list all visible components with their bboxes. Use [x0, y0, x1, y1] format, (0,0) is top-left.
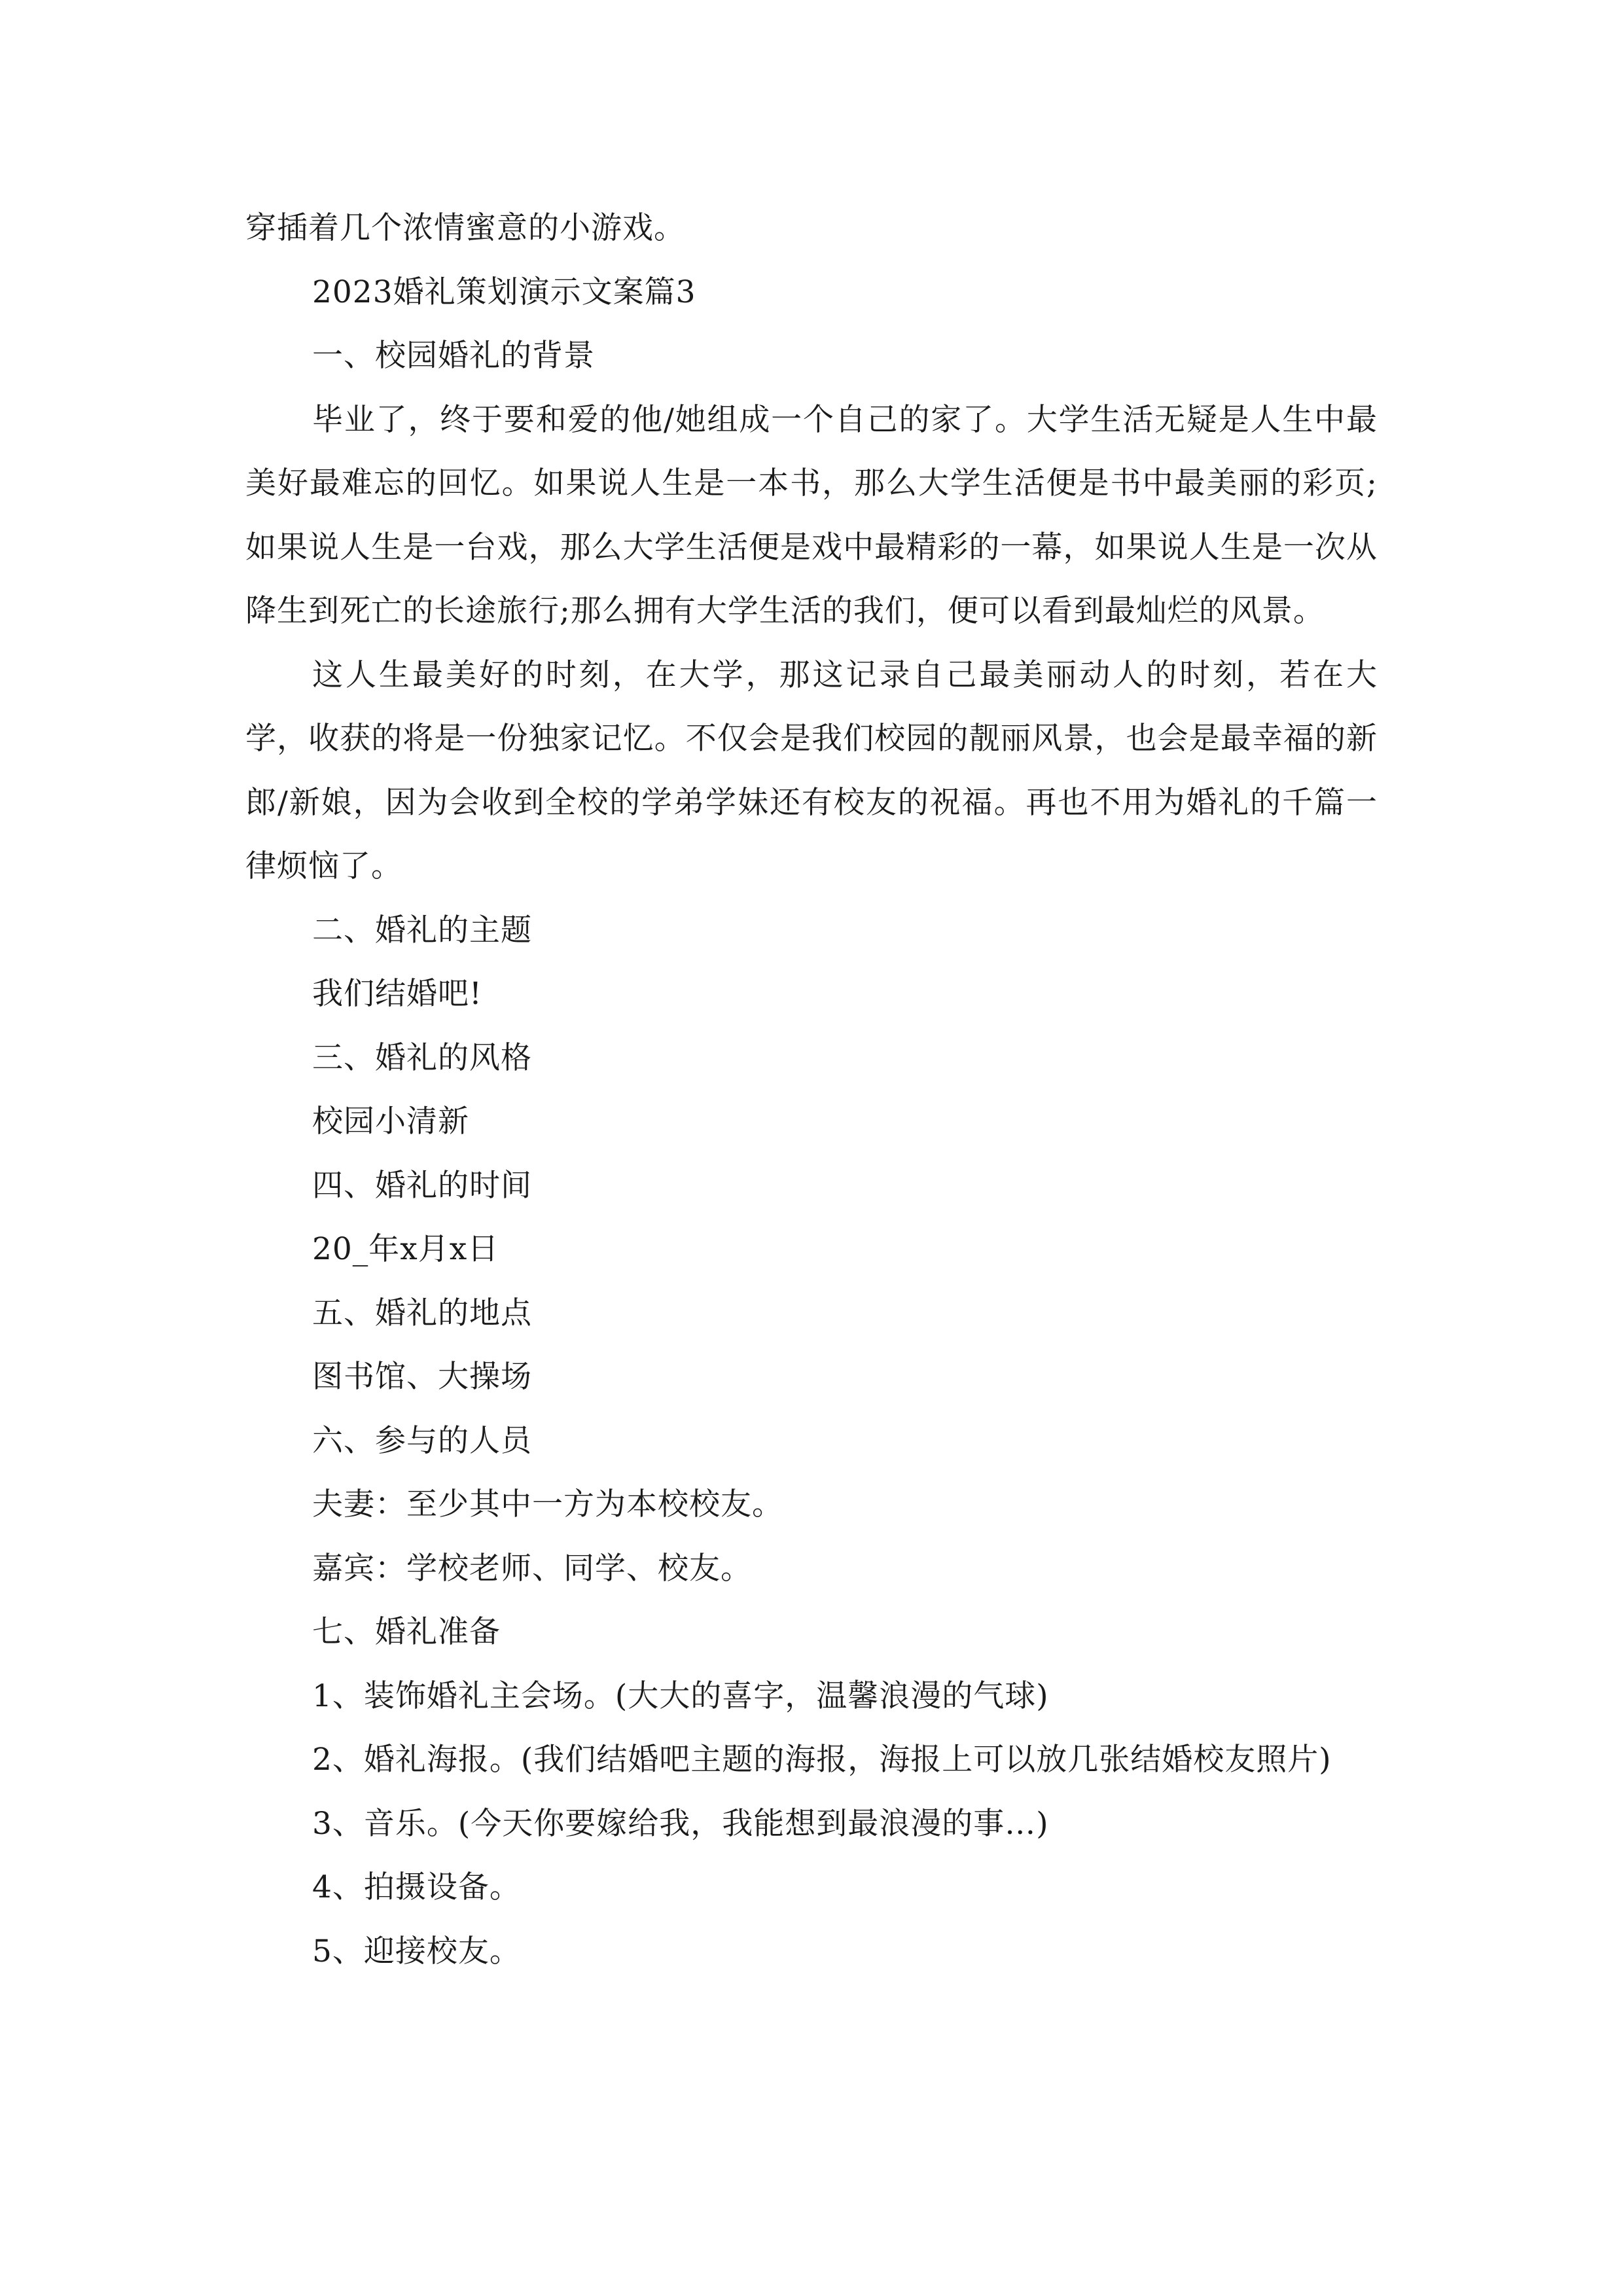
theme-value: 我们结婚吧! — [312, 976, 482, 1012]
time-value: 20_年x月x日 — [312, 1231, 499, 1267]
heading-location: 五、婚礼的地点 — [312, 1295, 532, 1331]
location-value: 图书馆、大操场 — [312, 1359, 532, 1395]
preparation-item: 4、拍摄设备。 — [312, 1869, 521, 1905]
style-value: 校园小清新 — [312, 1103, 469, 1139]
preparation-item: 2、婚礼海报。(我们结婚吧主题的海报，海报上可以放几张结婚校友照片) — [312, 1742, 1332, 1778]
preparation-item: 5、迎接校友。 — [312, 1933, 521, 1969]
preparation-item: 3、音乐。(今天你要嫁给我，我能想到最浪漫的事…) — [312, 1805, 1049, 1842]
paragraph-background-1: 毕业了，终于要和爱的他/她组成一个自己的家了。大学生活无疑是人生中最美好最难忘的回忆。如果说人生是一本书，那么大学生活便是书中最美丽的彩页;如果说人生是一台戏，那么大学生活便是戏中最精彩的一幕，如果说人生是一次从降生到死亡的长途旅行;那么拥有大学生活的我们，便可以看到最灿烂的风景。 — [245, 401, 1378, 629]
heading-background: 一、校园婚礼的背景 — [312, 338, 595, 374]
participants-couple: 夫妻：至少其中一方为本校校友。 — [312, 1486, 783, 1522]
preparation-item: 1、装饰婚礼主会场。(大大的喜字，温馨浪漫的气球) — [312, 1677, 1049, 1714]
section-title: 2023婚礼策划演示文案篇3 — [312, 274, 696, 310]
heading-style: 三、婚礼的风格 — [312, 1039, 532, 1076]
paragraph-background-2: 这人生最美好的时刻，在大学，那这记录自己最美丽动人的时刻，若在大学，收获的将是一份独家记忆。不仅会是我们校园的靓丽风景，也会是最幸福的新郎/新娘，因为会收到全校的学弟学妹还有校友的祝福。再也不用为婚礼的千篇一律烦恼了。 — [245, 656, 1378, 884]
heading-preparation: 七、婚礼准备 — [312, 1614, 501, 1650]
paragraph-continuation: 穿插着几个浓情蜜意的小游戏。 — [245, 210, 685, 246]
participants-guests: 嘉宾：学校老师、同学、校友。 — [312, 1550, 752, 1587]
heading-time: 四、婚礼的时间 — [312, 1167, 532, 1204]
heading-theme: 二、婚礼的主题 — [312, 912, 532, 948]
document-page — [245, 196, 1378, 1983]
heading-participants: 六、参与的人员 — [312, 1422, 532, 1459]
